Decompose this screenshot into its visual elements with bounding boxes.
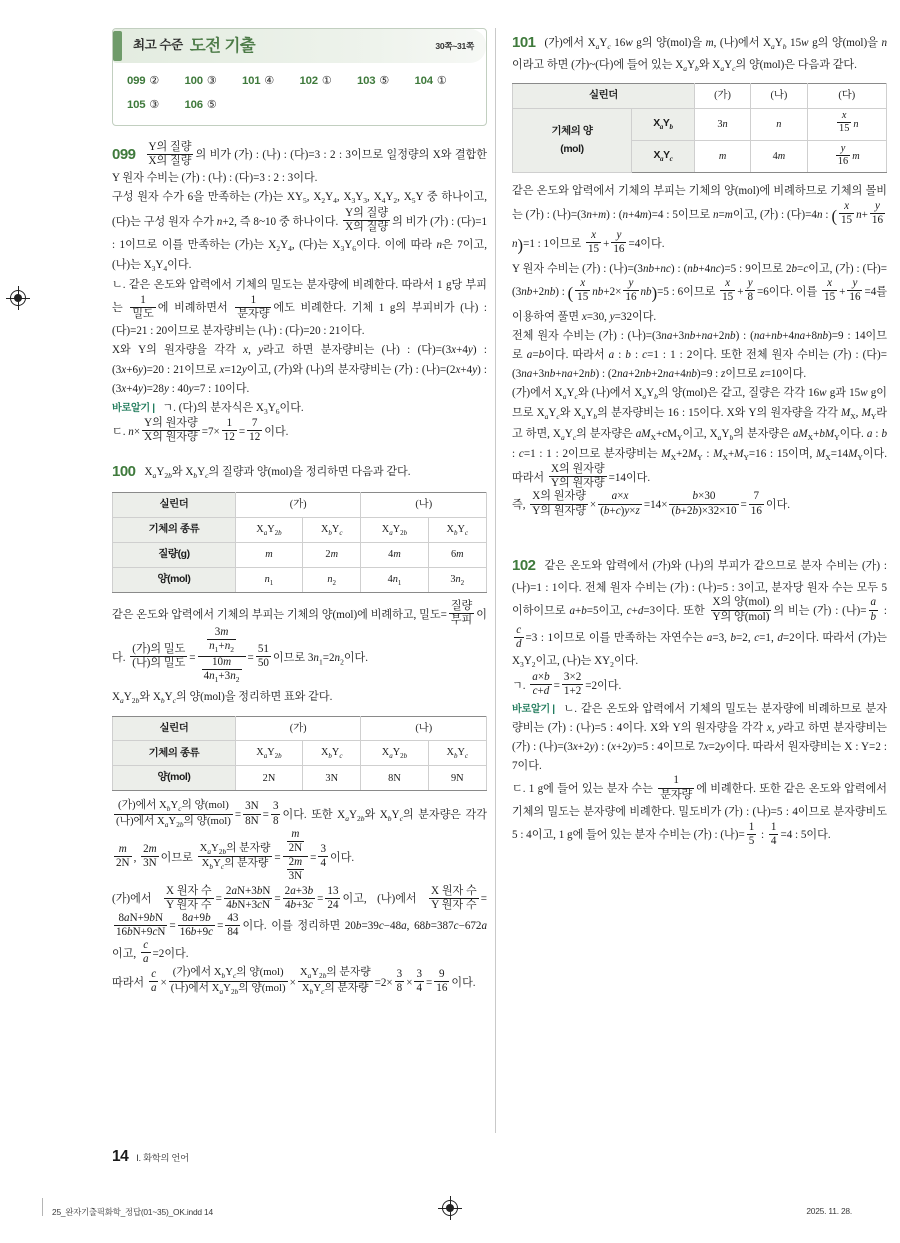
solution-body-2: $\frac{(가)에서 X_bY_c의 양(mol)}{(나)에서 X_aY_{2b}의 양(mol)}$ = $\frac{3N}{8N}$ = $\frac{3}{8}$ 이다. 또한 $X_aY_{2b}$와 $X_bY_c$의 분자량은 각각 $\frac{m}{2N}$ , $\frac{2m}{3N}$ 이므로 $\frac{X_aY_{2b}의 분자량}{X_bY_c의 분자량}$ = $\frac{\frac{m}{2N}}{\frac{2m}{3N}}$ = $\frac{3}{4}$ 이다. (가)에서 $\frac{\text{X 원자 수}}{\text{Y 원자 수}}$ = $\frac{2aN+3bN}{4bN+3cN}$ = $\frac{2a+3b}{4b+3c}$ = $\frac{13}{24}$ 이고, (나)에서 $\frac{\text{X 원자 수}}{\text{Y 원자 수}}$ = $\frac{8aN+9bN}{16bN+9cN}$ = $\frac{8a+9b}{16b+9c}$ = $\frac{43}{84}$ 이다. 이를 정리하면 20b=39c−48a, 68b=387c−672a이고, $\frac{c}{a}$ =2이다. 따라서 $\frac{c}{a}$ × $\frac{(가)에서 X_bY_c의 양(mol)}{(나)에서 X_aY_{2b}의 양(mol)}$ × $\frac{X_aY_{2b}의 분자량}{X_bY_c의 분자량}$ =2× $\frac{3}{8}$ × $\frac{3}{4}$ = $\frac{9}{16}$ 이다. bbox=[112, 798, 488, 997]
solution-099 bbox=[112, 142, 487, 446]
answer-number: 099 bbox=[127, 75, 146, 87]
table-cell: $X_aY_{2b}$ bbox=[361, 741, 428, 766]
group-header: (나) bbox=[361, 716, 487, 741]
species-label: $X_aY_c$ bbox=[631, 141, 694, 173]
gas-mass-mole-table bbox=[112, 492, 487, 593]
answer-number: 103 bbox=[357, 75, 376, 87]
answer-choice: ④ bbox=[264, 75, 275, 87]
answer-number: 102 bbox=[299, 75, 318, 87]
table-cell: m bbox=[235, 542, 302, 567]
group-header: (나) bbox=[361, 492, 487, 517]
header-tab-marker bbox=[113, 31, 122, 61]
table-row bbox=[113, 716, 487, 741]
level-label: 최고 수준 bbox=[133, 38, 183, 53]
solution-101 bbox=[512, 30, 887, 519]
row-label: 양(mol) bbox=[113, 766, 236, 791]
solution-intro: 100 $X_aY_{2b}$와 $X_bY_c$의 질량과 양(mol)을 정리하면 다음과 같다. bbox=[112, 463, 411, 481]
solution-intro: 101 (가)에서 $X_aY_c$ 16w g의 양(mol)을 m, (나)에서 $X_aY_b$ 15w g의 양(mol)을 n이라고 하면 (가)~(다)에 들어 있는 $X_aY_b$와 $X_aY_c$의 양(mol)은 다음과 같다. bbox=[512, 34, 887, 74]
page-folio bbox=[112, 1148, 189, 1166]
section-title: 도전 기출 bbox=[189, 36, 256, 55]
table-cell: 3N bbox=[302, 766, 360, 791]
table-cell: m bbox=[694, 141, 750, 173]
answer-key-header bbox=[113, 29, 486, 63]
table-cell: $n_2$ bbox=[302, 567, 360, 592]
answer-choice: ① bbox=[321, 75, 332, 87]
solution-number: 099 bbox=[112, 146, 136, 164]
answer-choice: ① bbox=[436, 75, 447, 87]
registration-mark-bottom bbox=[440, 1198, 460, 1218]
table-cell: $\frac{y}{16}$ m bbox=[807, 141, 886, 173]
row-label: 실린더 bbox=[113, 492, 236, 517]
solution-102 bbox=[512, 553, 887, 849]
table-cell: 3n bbox=[694, 108, 750, 140]
table-cell: $X_bY_c$ bbox=[428, 517, 487, 542]
row-label: 질량(g) bbox=[113, 542, 236, 567]
column-divider bbox=[495, 28, 496, 1133]
solution-number: 101 bbox=[512, 34, 536, 51]
answer-item bbox=[127, 96, 185, 116]
row-label: 기체의 종류 bbox=[113, 517, 236, 542]
group-header: (다) bbox=[807, 83, 886, 108]
solution-number: 100 bbox=[112, 463, 136, 481]
table-cell: 6m bbox=[428, 542, 487, 567]
table-row bbox=[113, 567, 487, 592]
answer-choice: ⑤ bbox=[206, 98, 217, 111]
table-cell: $4n_1$ bbox=[361, 567, 428, 592]
answer-choice: ② bbox=[149, 75, 160, 87]
solution-body: 같은 온도와 압력에서 기체의 부피는 기체의 양(mol)에 비례하고, 밀도= $\frac{\text{질량}}{\text{부피}}$ 이다. $\frac{\text{(가)의 밀도}}{\text{(나)의 밀도}}$ = $\frac{\frac{3m}{n_1+n_2}}{\frac{10m}{4n_1+3n_2}}$ = $\frac{51}{50}$ 이므로 $3n_1=2n_2$이다. $X_aY_{2b}$와 $X_bY_c$의 양(mol)을 정리하면 표와 같다. bbox=[112, 600, 487, 706]
answer-item bbox=[127, 72, 185, 92]
table-row bbox=[113, 492, 487, 517]
table-cell: $3n_2$ bbox=[428, 567, 487, 592]
group-header: (가) bbox=[235, 492, 361, 517]
section-label: I. 화학의 언어 bbox=[136, 1153, 189, 1163]
answer-item bbox=[185, 96, 243, 116]
gas-mole-table bbox=[112, 716, 487, 792]
answer-choice: ⑤ bbox=[379, 75, 390, 87]
table-row bbox=[113, 741, 487, 766]
group-header: (나) bbox=[751, 83, 807, 108]
right-column bbox=[512, 30, 887, 862]
row-label: 양(mol) bbox=[113, 567, 236, 592]
table-cell: 2m bbox=[302, 542, 360, 567]
solution-body: 102 같은 온도와 압력에서 (가)와 (나)의 부피가 같으므로 분자 수비는 (가) : (나)=1 : 1이다. 전체 원자 수비는 (가) : (나)=5 : 3이고, 분자당 원자 수는 모두 5 이하이므로 a+b=5이고, c+d=3이다. 또한 $\frac{\text{X의 양(mol)}}{\text{Y의 양(mol)}}$ 의 비는 (가) : (나)= $\frac{a}{b}$ : $\frac{c}{d}$ =3 : 1이므로 이를 만족하는 자연수는 a=3, b=2, c=1, d=2이다. 따라서 (가)는 $X_3Y_2$이고, (나)는 $XY_2$이다. ㄱ. $\frac{a\times b}{c+d}$ = $\frac{3\times 2}{1+2}$ =2이다. bbox=[512, 557, 888, 698]
table-cell: 4m bbox=[361, 542, 428, 567]
answer-item bbox=[242, 72, 300, 92]
group-header: (가) bbox=[694, 83, 750, 108]
answer-item bbox=[415, 72, 473, 92]
table-cell: $X_bY_c$ bbox=[302, 741, 360, 766]
table-cell: $\frac{x}{15}$ n bbox=[807, 108, 886, 140]
row-group-label: 기체의 양 (mol) bbox=[513, 108, 632, 173]
table-row bbox=[513, 83, 887, 108]
page-number: 14 bbox=[112, 1148, 129, 1165]
page-range-label: 30쪽~31쪽 bbox=[435, 40, 474, 51]
solution-body: 같은 온도와 압력에서 기체의 부피는 기체의 양(mol)에 비례하므로 기체의 몰비는 (가) : (나)=(3n+m) : (n+4m)=4 : 5이므로 n=m이고, (가) : (다)=4n : ( $\frac{x}{15}$ n+ $\frac{y}{16}$ n)=1 : 1이므로 $\frac{x}{15}$ + $\frac{y}{16}$ =4이다. Y 원자 수비는 (가) : (나)=(3nb+nc) : (nb+4nc)=5 : 9이므로 2b=c이고, (가) : (다)=(3nb+2nb) : ( $\frac{x}{15}$ nb+2× $\frac{y}{16}$ nb)=5 : 6이므로 $\frac{x}{15}$ + $\frac{y}{8}$ =6이다. 이를 $\frac{x}{15}$ + $\frac{y}{16}$ =4를 이용하여 풀면 x=30, y=32이다. 전체 원자 수비는 (가) : (나)=(3na+3nb+na+2nb) : (na+nb+4na+8nb)=9 : 14이므로 a=b이다. 따라서 a : b : c=1 : 1 : 2이다. 또한 전체 원자 수비는 (가) : (다)=(3na+3nb+na+2nb) : (2na+2nb+2na+4nb)=9 : z이므로 z=10이다. (가)에서 $X_aY_c$와 (나)에서 $X_aY_b$의 양(mol)은 같고, 질량은 각각 16w g과 15w g이므로 $X_aY_c$와 $X_aY_b$의 분자량비는 16 : 15이다. X와 Y의 원자량을 각각 $M_X$, $M_Y$라고 하면, $X_aY_c$의 분자량은 $aM_X+cM_Y$이고, $X_aY_b$의 분자량은 $aM_X+bM_Y$이다. a : b : c=1 : 1 : 2이므로 분자량비는 $M_X+2M_Y$ : $M_X+M_Y=16$ : 15이며, $M_X=14M_Y$이다. 따라서 $\frac{\text{X의 원자량}}{\text{Y의 원자량}}$ =14이다. 즉, $\frac{\text{X의 원자량}}{\text{Y의 원자량}}$ × $\frac{a\times x}{(b+c)y\times z}$ =14× $\frac{b\times 30}{(b+2b)\times 32\times 10}$ = $\frac{7}{16}$ 이다. bbox=[512, 185, 888, 517]
solution-wrong-note: 바로알기 | ㄴ. 같은 온도와 압력에서 기체의 밀도는 분자량에 비례하므로 분자량비는 (가) : (나)=5 : 4이다. X와 Y의 원자량을 각각 x, y라고 하면 분자량비는 (가) : (나)=(3x+2y) : (x+2y)=5 : 4이므로 7x=2y이다. 따라서 원자량비는 X : Y=2 : 7이다. bbox=[512, 700, 887, 776]
answer-number: 104 bbox=[414, 75, 433, 87]
answer-item bbox=[357, 72, 415, 92]
print-margin-rule bbox=[42, 1198, 43, 1216]
table-cell: $X_aY_{2b}$ bbox=[361, 517, 428, 542]
answer-key-grid bbox=[113, 63, 486, 125]
table-cell: n bbox=[751, 108, 807, 140]
solution-wrong-note-2: ㄷ. n× $\frac{\text{Y의 원자량}}{\text{X의 원자량}}$ =7× $\frac{1}{12}$ = $\frac{7}{12}$ 이다. bbox=[112, 417, 289, 444]
solution-wrong-note: 바로알기 | ㄱ. (다)의 분자식은 $X_3Y_6$이다. bbox=[112, 399, 487, 419]
table-cell: 4m bbox=[751, 141, 807, 173]
left-column bbox=[112, 28, 487, 1011]
solution-body: 099 $\frac{\text{Y의 질량}}{\text{X의 질량}}$ 의 비가 (가) : (나) : (다)=3 : 2 : 3이므로 일정량의 X와 결합한 Y 원자 수비는 (가) : (나) : (다)=3 : 2 : 3이다. 구성 원자 수가 6을 만족하는 (가)는 $XY_5$, $X_2Y_4$, $X_3Y_3$, $X_4Y_2$, $X_5Y$ 중 하나이고, (다)는 구성 원자 수가 n+2, 즉 8~10 중 하나이다. $\frac{\text{Y의 질량}}{\text{X의 질량}}$ 의 비가 (가) : (다)=1 : 1이므로 이를 만족하는 (가)는 $X_2Y_4$, (다)는 $X_3Y_6$이다. 이에 따라 n은 7이고, (나)는 $X_3Y_4$이다. ㄴ. 같은 온도와 압력에서 기체의 밀도는 분자량에 비례한다. 따라서 1 g당 부피는 $\frac{1}{\text{밀도}}$ 에 비례하면서 $\frac{1}{\text{분자량}}$ 에도 비례한다. 기체 1 g의 부피비가 (나) : (다)=21 : 20이므로 분자량비는 (나) : (다)=20 : 21이다. X와 Y의 원자량을 각각 x, y라고 하면 분자량비는 (나) : (다)=(3x+4y) : (3x+6y)=20 : 21이므로 x=12y이고, (가)와 (나)의 분자량비는 (가) : (나)=(2x+4y) : (3x+4y)=28y : 40y=7 : 10이다. bbox=[112, 140, 488, 395]
answer-number: 101 bbox=[242, 75, 261, 87]
group-header: (가) bbox=[235, 716, 361, 741]
table-cell: 2N bbox=[235, 766, 302, 791]
answer-number: 106 bbox=[184, 98, 203, 111]
answer-key-box bbox=[112, 28, 487, 126]
solution-wrong-note-2: ㄷ. 1 g에 들어 있는 분자 수는 $\frac{1}{\text{분자량}}$ 에 비례한다. 또한 같은 온도와 압력에서 기체의 밀도는 분자량에 비례한다. 밀도비가 (가) : (나)=5 : 4이므로 분자량비도 5 : 4이고, 1 g에 들어 있는 분자 수비는 (가) : (나)= $\frac{1}{5}$ : $\frac{1}{4}$ =4 : 5이다. bbox=[512, 774, 888, 847]
answer-item bbox=[185, 72, 243, 92]
answer-item bbox=[300, 72, 358, 92]
solution-number: 102 bbox=[512, 557, 536, 575]
wrong-answer-badge: 바로알기 | bbox=[112, 400, 155, 418]
table-row bbox=[513, 108, 887, 140]
row-label: 기체의 종류 bbox=[113, 741, 236, 766]
table-cell: $n_1$ bbox=[235, 567, 302, 592]
table-cell: $X_bY_c$ bbox=[302, 517, 360, 542]
print-filename: 25_완자기출픽화학_정답(01~35)_OK.indd 14 bbox=[52, 1207, 213, 1217]
table-row bbox=[113, 766, 487, 791]
wrong-answer-badge: 바로알기 | bbox=[512, 701, 555, 719]
answer-number: 105 bbox=[127, 98, 146, 111]
row-label: 실린더 bbox=[513, 83, 695, 108]
answer-number: 100 bbox=[184, 75, 203, 87]
cylinder-amount-table bbox=[512, 83, 887, 173]
answer-choice: ③ bbox=[149, 98, 160, 111]
table-cell: 8N bbox=[361, 766, 428, 791]
table-row bbox=[113, 517, 487, 542]
table-cell: $X_aY_{2b}$ bbox=[235, 741, 302, 766]
table-cell: $X_bY_c$ bbox=[428, 741, 487, 766]
registration-mark-left bbox=[8, 288, 28, 308]
print-date: 2025. 11. 28. bbox=[806, 1206, 852, 1216]
answer-choice: ③ bbox=[206, 75, 217, 87]
table-row bbox=[113, 542, 487, 567]
table-cell: $X_aY_{2b}$ bbox=[235, 517, 302, 542]
row-label: 실린더 bbox=[113, 716, 236, 741]
species-label: $X_aY_b$ bbox=[631, 108, 694, 140]
solution-100 bbox=[112, 459, 487, 998]
table-cell: 9N bbox=[428, 766, 487, 791]
